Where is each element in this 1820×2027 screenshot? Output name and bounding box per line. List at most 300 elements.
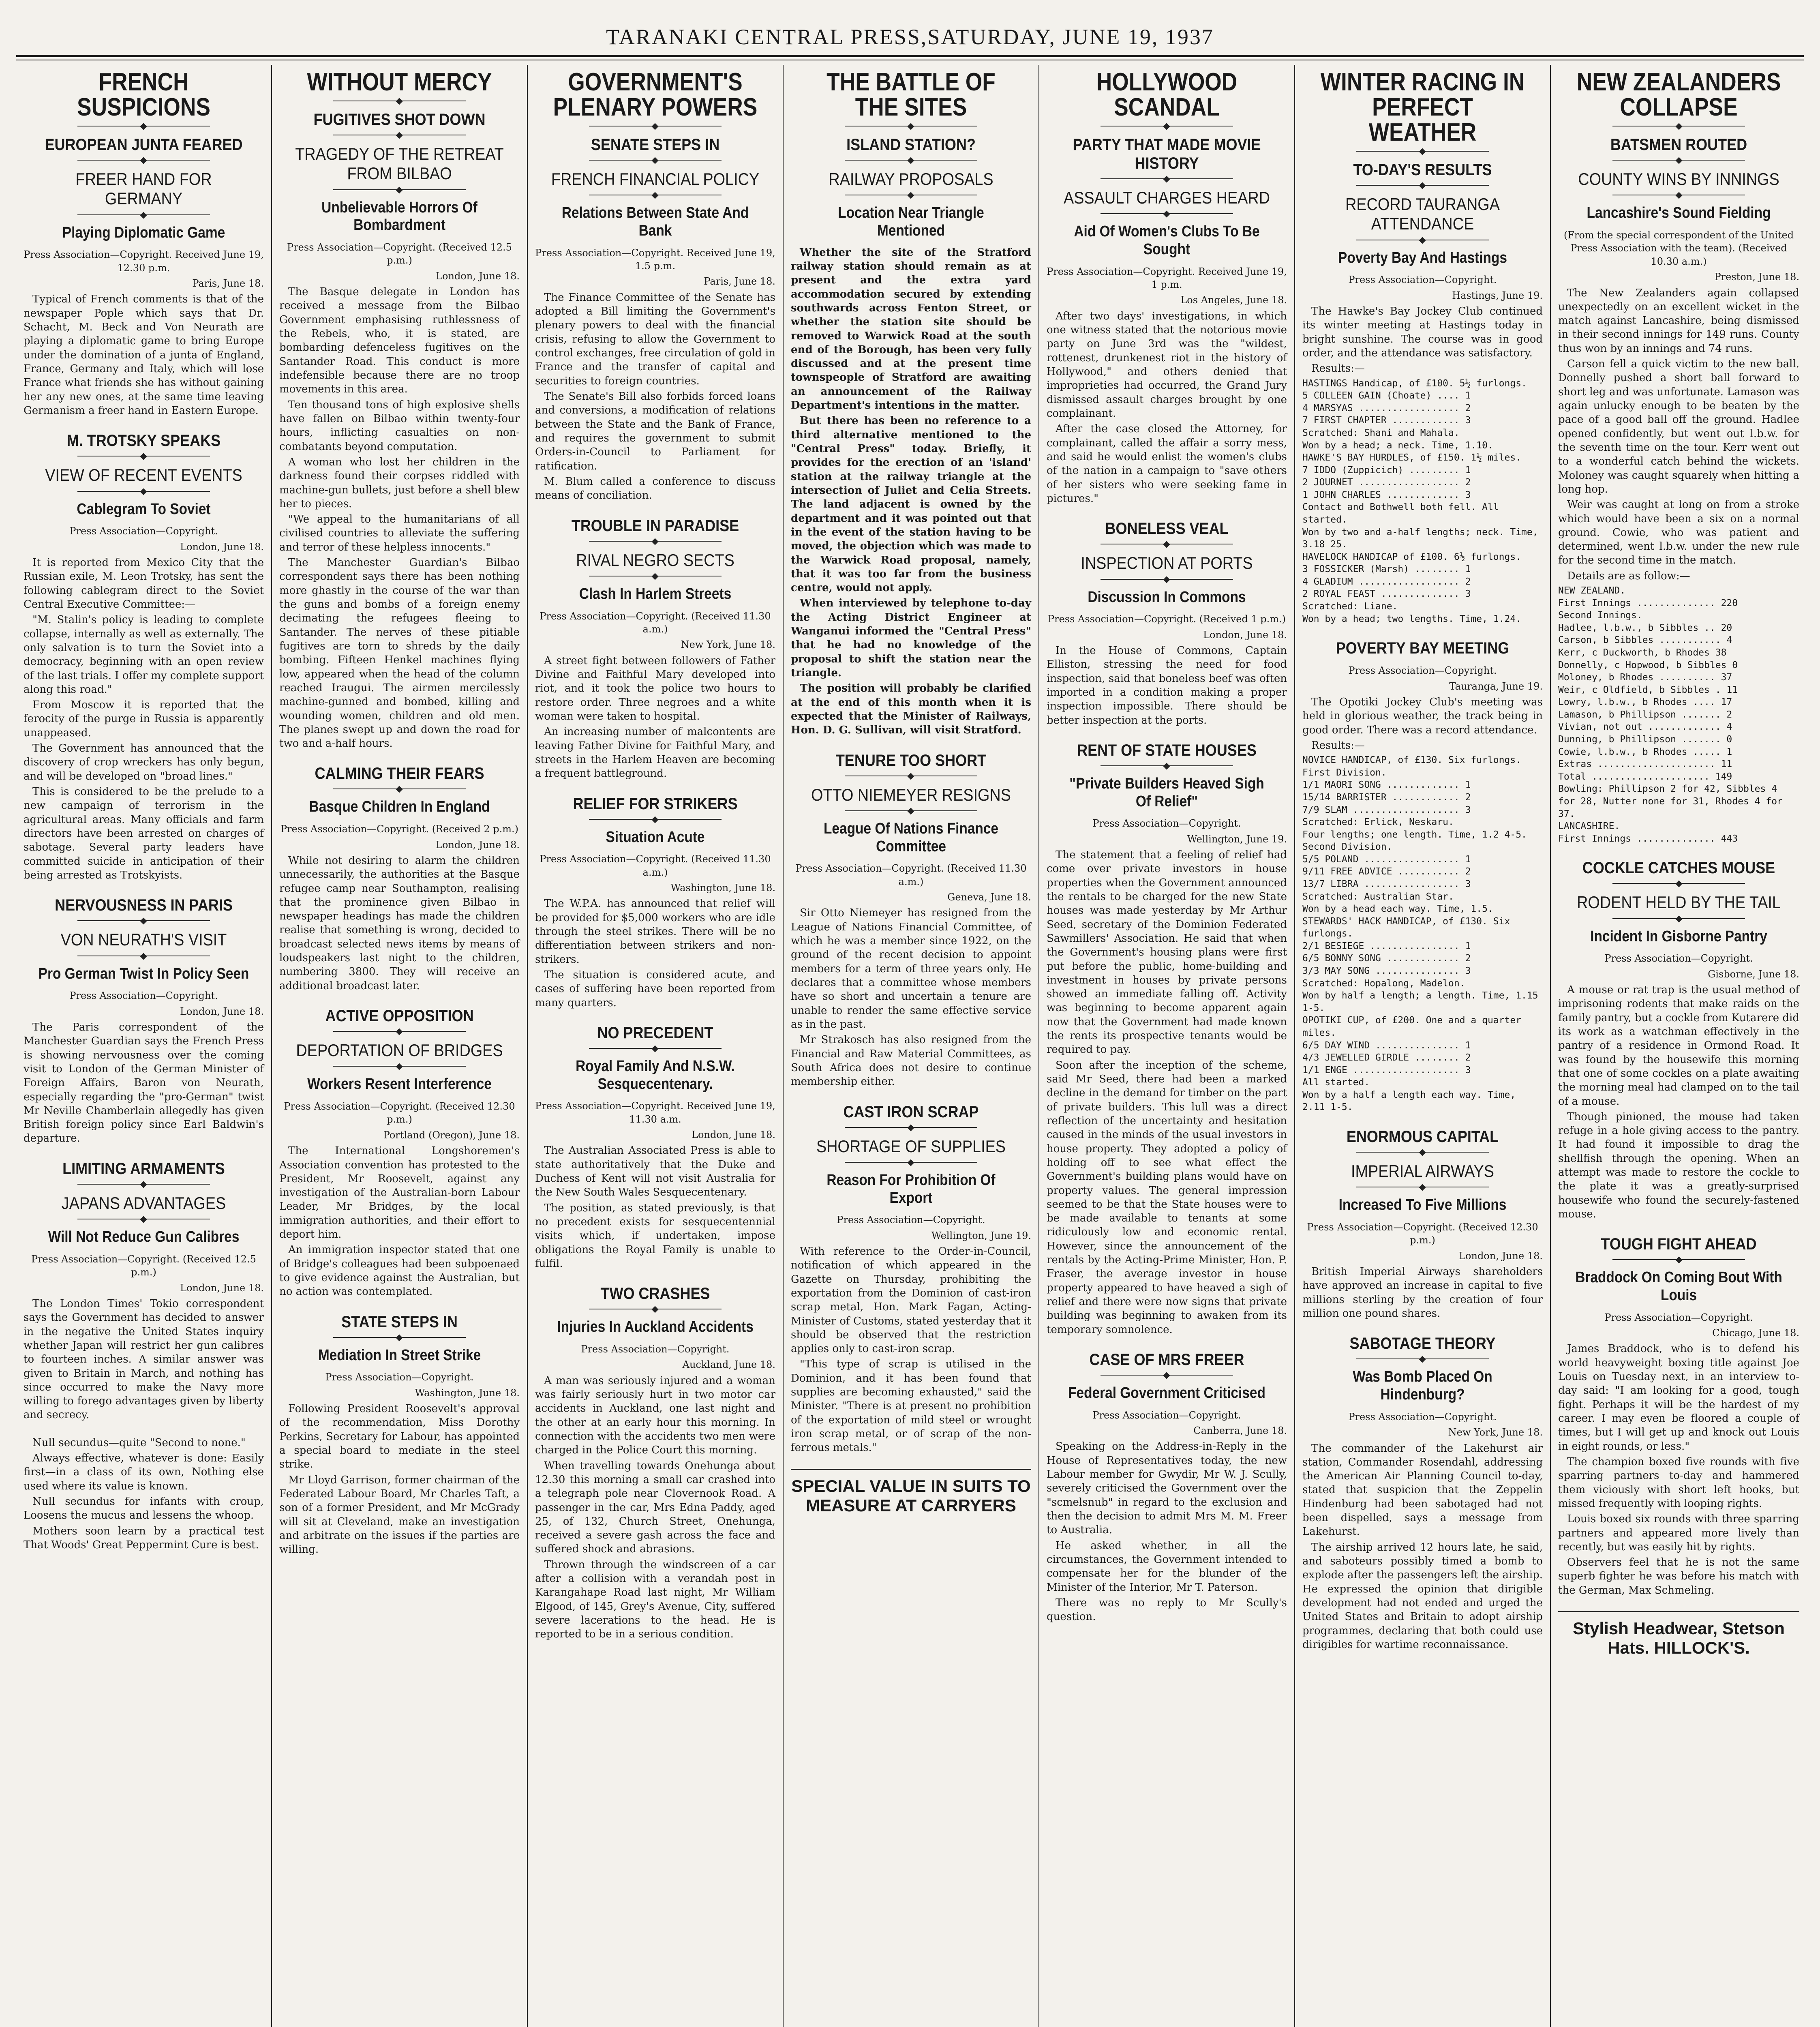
news-story: [1558, 1235, 1799, 1597]
press-credit: Press Association—Copyright. Received June 19, 12.30 p.m.: [24, 249, 264, 274]
press-credit: Press Association—Copyright. (Received 12.5 p.m.): [31, 1253, 256, 1278]
story-deck: RELIEF FOR STRIKERS: [573, 795, 738, 813]
story-deck: Reason For Prohibition Of Export: [826, 1171, 996, 1206]
result-line: 7/9 SLAM ................... 3: [1302, 804, 1471, 815]
result-line: Vivian, not out ............. 4: [1558, 722, 1732, 733]
result-line: Four lengths; one length. Time, 1.2 4-5.: [1302, 829, 1527, 840]
paragraph: A woman who lost her children in the darkness found their corpses riddled with machine-gun bullets, just before a shell blew her to pieces.: [279, 456, 520, 510]
divider-rule: [333, 189, 465, 190]
story-deck: Situation Acute: [606, 828, 705, 846]
paragraph: Thrown through the windscreen of a car after a collision with a verandah post in Karangahape Road last night, Mr William Elgood, of 145, Grey's Avenue, City, suffered severe lacerations to the head. He is reported to be in a serious condition.: [535, 1558, 775, 1641]
paragraph: The champion boxed five rounds with five sparring partners to-day and hammered them viciously with short left hooks, but missed frequently with looping rights.: [1558, 1455, 1799, 1510]
story-deck: PARTY THAT MADE MOVIE HISTORY: [1073, 136, 1261, 172]
dateline: Washington, June 18.: [415, 1387, 520, 1399]
press-credit: Press Association—Copyright. (Received 12.5 p.m.): [287, 241, 512, 266]
result-line: 4/3 JEWELLED GIRDLE ........ 2: [1302, 1052, 1471, 1063]
story-body: [279, 1144, 520, 1298]
story-deck: RENT OF STATE HOUSES: [1077, 741, 1257, 759]
news-story: [791, 751, 1031, 1089]
result-line: 2/1 BESIEGE ................ 1: [1302, 941, 1471, 951]
result-line: Moloney, b Rhodes .......... 37: [1558, 672, 1732, 683]
story-deck: TENURE TOO SHORT: [835, 751, 987, 769]
story-deck: Unbelievable Horrors Of Bombardment: [321, 199, 477, 234]
story-body: [279, 854, 520, 993]
press-credit: Press Association—Copyright.: [1348, 274, 1497, 286]
story-body: [535, 1144, 775, 1271]
story-deck: LIMITING ARMAMENTS: [62, 1159, 225, 1178]
dateline: New York, June 18.: [1448, 1427, 1543, 1438]
story-headline: WITHOUT MERCY: [307, 68, 492, 96]
story-body: [1047, 848, 1287, 1337]
story-body: [1047, 1440, 1287, 1624]
result-line: All started.: [1302, 1077, 1370, 1088]
news-story: [279, 70, 520, 750]
story-deck: TOUGH FIGHT AHEAD: [1601, 1235, 1757, 1253]
news-story: [535, 1284, 775, 1641]
paragraph: The situation is considered acute, and cases of suffering have been reported from many quarters.: [535, 969, 775, 1009]
result-line: Scratched: Shani and Mahala.: [1302, 427, 1460, 438]
story-body: [791, 246, 1031, 737]
result-line: LANCASHIRE.: [1558, 821, 1620, 832]
story-deck: RAILWAY PROPOSALS: [829, 169, 994, 189]
story-body: [24, 1020, 264, 1146]
story-body: [791, 906, 1031, 1088]
story-body: [1302, 1442, 1543, 1652]
paragraph: James Braddock, who is to defend his world heavyweight boxing title against Joe Louis on Tuesday next, in an interview to-day said: "I am looking for a good, tough fight. Perhaps it will be the hardest of my career. I may even be floored a couple of times, but I will get up and knock out Louis in eight rounds, or less.": [1558, 1343, 1799, 1453]
result-line: 7 IDDO (Zuppicich) ......... 1: [1302, 465, 1471, 476]
paragraph: He asked whether, in all the circumstances, the Government intended to compensate her for the blunder of the Minister of the Interior, Mr T. Paterson.: [1047, 1539, 1287, 1594]
paragraph: It is reported from Mexico City that the Russian exile, M. Leon Trotsky, has sent the following cablegram direct to the Soviet Central Executive Committee:—: [24, 557, 264, 611]
result-line: 9/11 FREE ADVICE ........... 2: [1302, 866, 1471, 877]
dateline: London, June 18.: [180, 1282, 264, 1294]
result-line: 4 MARSYAS .................. 2: [1302, 403, 1471, 414]
story-deck: M. TROTSKY SPEAKS: [66, 432, 221, 450]
dateline: Portland (Oregon), June 18.: [383, 1129, 520, 1141]
paragraph: "M. Stalin's policy is leading to complete collapse, internally as well as externally. The only salvation is to turn the Soviet into a democracy, beginning with an open review of the last trials. I offer my complete support along this road.": [24, 614, 264, 696]
result-line: Dunning, b Phillipson ....... 0: [1558, 734, 1732, 745]
dateline: Chicago, June 18.: [1712, 1327, 1799, 1339]
paragraph: Typical of French comments is that of the newspaper Pople which says that Dr. Schacht, M. Beck and Von Neurath are playing a diplomatic game to bring Europe under the domination of a junta of England, France, Germany and Italy, which will lose France what friends she has without gaining her any new ones, at the same time leaving Germanism a freer hand in Eastern Europe.: [24, 293, 264, 417]
story-deck: "Private Builders Heaved Sigh Of Relief": [1069, 775, 1264, 810]
paragraph: Null secundus—quite "Second to none.": [32, 1436, 246, 1449]
paragraph: Mr Strakosch has also resigned from the Financial and Raw Material Committees, as South Africa does not desire to continue membership either.: [791, 1034, 1031, 1088]
result-line: 1/1 ENGE ................... 3: [1302, 1065, 1471, 1076]
result-line: NEW ZEALAND.: [1558, 585, 1626, 596]
press-credit: Press Association—Copyright.: [69, 990, 218, 1002]
result-line: Won by a half a length each way. Time, 2.11 1-5.: [1302, 1089, 1516, 1113]
story-body: [24, 556, 264, 882]
press-credit: (From the special correspondent of the United Press Association with the team). (Received 10.30 a.m.): [1563, 229, 1794, 267]
press-credit: Press Association—Copyright.: [581, 1343, 730, 1355]
story-deck: VON NEURATH'S VISIT: [60, 930, 227, 949]
story-deck: Workers Resent Interference: [307, 1076, 492, 1093]
story-headline: FRENCH SUSPICIONS: [77, 68, 210, 121]
paragraph: A man was seriously injured and a woman was fairly seriously hurt in two motor car accidents in Auckland, one last night and the other at an early hour this morning. In connection with the accidents two men were charged in the Police Court this morning.: [535, 1374, 775, 1457]
result-line: 1 JOHN CHARLES ............. 3: [1302, 489, 1471, 500]
story-body: [1047, 644, 1287, 727]
paragraph: Observers feel that he is not the same superb fighter he was before his match with the German, Max Schmeling.: [1558, 1556, 1799, 1596]
divider-rule: [77, 1184, 210, 1185]
divider-rule: [333, 1031, 465, 1032]
result-line: Lamason, b Phillipson ....... 2: [1558, 709, 1732, 720]
story-body: [1558, 1342, 1799, 1597]
story-body: [1047, 309, 1287, 506]
paragraph: Though pinioned, the mouse had taken refuge in a hole giving access to the pantry. It had found it impossible to drag the shellfish through the opening. When an attempt was made to restore the cockle to the plate it was a greatly-surprised housewife who found the securely-fastened mouse.: [1558, 1110, 1799, 1221]
result-line: Extras ..................... 11: [1558, 759, 1732, 770]
result-line: 4 GLADIUM .................. 2: [1302, 576, 1471, 587]
paragraph: The W.P.A. has announced that relief will be provided for $5,000 workers who are idle through the steel strikes. There will be no differentiation between strikers and non-strikers.: [535, 898, 775, 966]
dateline: Tauranga, June 19.: [1449, 680, 1543, 692]
story-deck: Was Bomb Placed On Hindenburg?: [1353, 1368, 1492, 1403]
story-deck: RODENT HELD BY THE TAIL: [1577, 893, 1781, 912]
story-body: [1302, 695, 1543, 752]
news-column: [1295, 65, 1551, 2027]
divider-rule: [1612, 918, 1745, 919]
press-credit: Press Association—Copyright.: [1348, 665, 1497, 677]
story-deck: TROUBLE IN PARADISE: [571, 516, 739, 535]
paragraph: Results:—: [1311, 362, 1365, 375]
result-line: 6/5 DAY WIND ............... 1: [1302, 1040, 1471, 1051]
press-credit: Press Association—Copyright.: [1348, 1411, 1497, 1423]
story-deck: TWO CRASHES: [600, 1285, 710, 1303]
press-credit: Press Association—Copyright. (Received 12.30 p.m.): [1307, 1221, 1538, 1246]
paragraph: The commander of the Lakehurst air station, Commander Rosendahl, addressing the American Air Planning Council to-day, stated that suspicion that the Zeppelin Hindenburg had been sabotaged had not been dispelled, says a message from Lakehurst.: [1302, 1442, 1543, 1538]
story-deck: League Of Nations Finance Committee: [823, 820, 999, 855]
story-deck: EUROPEAN JUNTA FEARED: [45, 136, 243, 154]
dateline: London, June 18.: [436, 270, 520, 282]
paragraph: A mouse or rat trap is the usual method of imprisoning rodents that make raids on the family pantry, but a cockle from Kutarere did its work as a watchman effectively in the pantry of a residence in Ormond Road. It was found by the housewife this morning that one of some cockles on a plate awaiting the morning meal had clamped on to the tail of a mouse.: [1558, 984, 1799, 1108]
paragraph: Whether the site of the Stratford railway station should remain as at present and the extra yard accommodation secured by extending southwards across Fenton Street, or whether the station site should be removed to Warwick Road at the south end of the Borough, has been very fully discussed and at the present time townspeople of Stratford are awaiting an announcement of the Railway Department's intentions in the matter.: [791, 246, 1031, 412]
divider-rule: [589, 819, 721, 820]
paragraph: The Government has announced that the discovery of crop wreckers has only begun, and will be developed on "broad lines.": [24, 742, 264, 782]
dateline: Paris, June 18.: [704, 276, 775, 287]
result-line: HAVELOCK HANDICAP of £100. 6½ furlongs.: [1302, 551, 1522, 562]
paragraph: The Paris correspondent of the Manchester Guardian says the French Press is showing nervousness over the coming visit to London of the German Minister of Foreign Affairs, Baron von Neurath, especially regarding the "pro-German" twist Mr Neville Chamberlain allegedly has given British foreign policy since Earl Baldwin's departure.: [24, 1021, 264, 1145]
paragraph: The airship arrived 12 hours late, he said, and saboteurs possibly timed a bomb to explode after the passengers left the airship. He expressed the opinion that dirigible development had not ended and urged the United States and Britain to adopt airship programmes, declaring that both could use dirigibles for wartime reconnaissance.: [1302, 1541, 1543, 1651]
story-body: [535, 654, 775, 781]
divider-rule: [1612, 883, 1745, 884]
results-table: [1302, 754, 1543, 1114]
result-line: 15/14 BARRISTER ............ 2: [1302, 792, 1471, 803]
dateline: Wellington, June 19.: [931, 1230, 1031, 1241]
paragraph: With reference to the Order-in-Council, notification of which appeared in the Gazette on Thursday, prohibiting the exportation from the Dominion of cast-iron scrap metal, Hon. Mark Fagan, Acting-Minister of Customs, stated yesterday that it should be observed that the restriction applies only to cast-iron scrap.: [791, 1245, 1031, 1355]
newspaper-columns: [16, 65, 1808, 2027]
divider-rule: [1356, 1358, 1488, 1359]
story-deck: SABOTAGE THEORY: [1349, 1335, 1496, 1353]
divider-rule: [589, 1048, 721, 1049]
divider-rule: [77, 920, 210, 921]
dateline: Hastings, June 19.: [1452, 289, 1543, 301]
result-line: Cowie, l.b.w., b Rhodes ..... 1: [1558, 746, 1732, 757]
result-line: First Innings .............. 443: [1558, 833, 1738, 844]
divider-rule: [1101, 213, 1233, 214]
story-deck: RIVAL NEGRO SECTS: [576, 550, 734, 570]
news-story: [1302, 70, 1543, 625]
dateline: Auckland, June 18.: [682, 1359, 775, 1371]
result-line: Hadlee, l.b.w., b Sibbles .. 20: [1558, 622, 1732, 633]
paragraph: The Senate's Bill also forbids forced loans and conversions, a modification of relations between the State and the Bank of France, and requires the government to submit Orders-in-Council to Parliament for ratification.: [535, 390, 775, 472]
paragraph: The Hawke's Bay Jockey Club continued its winter meeting at Hastings today in bright sunshine. The course was in good order, and the attendance was satisfactory.: [1302, 305, 1543, 359]
story-deck: TO-DAY'S RESULTS: [1353, 161, 1492, 179]
result-line: Scratched: Hopalong, Madelon.: [1302, 978, 1465, 989]
paragraph: Mr Lloyd Garrison, former chairman of the Federated Labour Board, Mr Charles Taft, a son of a former President, and Mr McGrady will sit at Cleveland, make an investigation and arbitrate on the issues if the parties are willing.: [279, 1474, 520, 1556]
paragraph: In the House of Commons, Captain Elliston, stressing the need for food inspection, said that boneless beef was often imported in a condition making a proper inspection impossible. There should be better inspection at the ports.: [1047, 644, 1287, 726]
dateline: Canberra, June 18.: [1193, 1425, 1287, 1437]
divider-rule: [1356, 1152, 1488, 1153]
press-credit: Press Association—Copyright. Received June 19, 1 p.m.: [1047, 266, 1287, 291]
result-line: 2 ROYAL FEAST .............. 3: [1302, 589, 1471, 600]
result-line: STEWARDS' HACK HANDICAP, of £130. Six furlongs.: [1302, 916, 1510, 939]
dateline: London, June 18.: [180, 1005, 264, 1017]
news-column: [16, 65, 272, 2027]
news-column: [784, 65, 1039, 2027]
story-deck: Increased To Five Millions: [1338, 1196, 1507, 1214]
paragraph: Always effective, whatever is done: Easily first—in a class of its own, Nothing else used where its value is known.: [24, 1452, 264, 1492]
story-deck: Playing Diplomatic Game: [62, 224, 225, 241]
paragraph: Mothers soon learn by a practical test That Woods' Great Peppermint Cure is best.: [24, 1525, 264, 1551]
paragraph: There was no reply to Mr Scully's question.: [1047, 1596, 1287, 1623]
news-story: [1558, 70, 1799, 845]
story-headline: HOLLYWOOD SCANDAL: [1096, 68, 1238, 121]
story-body: [535, 1374, 775, 1641]
dateline: Geneva, June 18.: [947, 891, 1031, 903]
result-line: Scratched: Erlick, Neskaru.: [1302, 817, 1454, 828]
dateline: London, June 18.: [1203, 629, 1287, 641]
result-line: Scratched: Liane.: [1302, 601, 1398, 612]
divider-rule: [845, 1162, 977, 1163]
story-deck: POVERTY BAY MEETING: [1336, 639, 1510, 658]
paragraph: "This type of scrap is utilised in the Dominion, and it has been found that supplies are becoming exhausted," said the Minister. "There is at present no prohibition of the exportation of mild steel or wrought iron scrap metal, or of scrap of the non-ferrous metals.": [791, 1358, 1031, 1454]
paragraph: M. Blum called a conference to discuss means of conciliation.: [535, 475, 775, 502]
story-deck: Royal Family And N.S.W. Sesquecentenary.: [576, 1057, 735, 1093]
result-line: Total ..................... 149: [1558, 771, 1732, 782]
story-body: [1558, 983, 1799, 1221]
paragraph: Sir Otto Niemeyer has resigned from the League of Nations Financial Committee, of which he was a member since 1922, on the ground of the recent decision to appoint members for a term of three years only. He declares that a committee whose members have so short and uncertain a tenure are unable to render the same effective service as in the past.: [791, 907, 1031, 1031]
press-credit: Press Association—Copyright. (Received 11.30 a.m.): [540, 853, 771, 878]
news-story: [24, 431, 264, 882]
dateline: Paris, June 18.: [192, 278, 264, 289]
paragraph: "We appeal to the humanitarians of all civilised countries to alleviate the suffering and terror of these helpless innocents.": [279, 513, 520, 553]
dateline: Gisborne, June 18.: [1708, 968, 1799, 980]
press-credit: Press Association—Copyright.: [1092, 818, 1241, 829]
paragraph: The position, as stated previously, is that no precedent exists for sesquecentennial visits which, if undertaken, impose obligations the Royal Family is unable to fulfil.: [535, 1202, 775, 1270]
news-story: [24, 70, 264, 418]
paragraph: From Moscow it is reported that the ferocity of the purge in Russia is apparently unappeased.: [24, 699, 264, 739]
dateline: Washington, June 18.: [670, 882, 775, 894]
result-line: Donnelly, c Hopwood, b Sibbles 0: [1558, 660, 1738, 671]
story-body: [535, 897, 775, 1010]
dateline: New York, June 18.: [681, 639, 775, 651]
result-line: NOVICE HANDICAP, of £130. Six furlongs. First Division.: [1302, 755, 1522, 778]
dateline: London, June 18.: [436, 839, 520, 851]
divider-rule: [1612, 1259, 1745, 1260]
story-deck: COCKLE CATCHES MOUSE: [1582, 859, 1775, 877]
story-headline: GOVERNMENT'S PLENARY POWERS: [553, 68, 758, 121]
news-story: [279, 1313, 520, 1557]
paragraph: The International Longshoremen's Association convention has protested to the President, Mr Roosevelt, against any investigation of the Australian-born Labour Leader, Mr Bridges, by the local immigration authorities, and their effort to deport him.: [279, 1145, 520, 1241]
story-deck: RECORD TAURANGA ATTENDANCE: [1345, 195, 1500, 234]
press-credit: Press Association—Copyright. (Received 1 p.m.): [1047, 613, 1286, 625]
divider-rule: [1356, 185, 1488, 186]
news-story: [1302, 1127, 1543, 1320]
news-story: [279, 764, 520, 993]
paragraph: While not desiring to alarm the children unnecessarily, the authorities at the Basque refugee camp near Southampton, realising that the prominence given Bilbao in newspaper headings has made the children realise that something is wrong, decided to broadcast selected news items by means of loudspeakers last night to the children, numbering 3800. They will receive an additional broadcast later.: [279, 854, 520, 992]
divider-rule: [77, 214, 210, 215]
paragraph: An immigration inspector stated that one of Bridge's colleagues had been subpoenaed to give evidence against the Australian, but no action was contemplated.: [279, 1244, 520, 1298]
story-deck: Mediation In Street Strike: [318, 1346, 481, 1364]
press-credit: Press Association—Copyright. (Received 2 p.m.): [280, 823, 519, 835]
result-line: 13/7 LIBRA ................. 3: [1302, 879, 1471, 889]
paragraph: British Imperial Airways shareholders have approved an increase in capital to five millions sterling by the creation of four million one pound shares.: [1302, 1266, 1543, 1320]
press-credit: Press Association—Copyright.: [1604, 953, 1753, 964]
press-credit: Press Association—Copyright.: [325, 1371, 474, 1383]
result-line: 2 JOURNET .................. 2: [1302, 477, 1471, 488]
story-deck: Pro German Twist In Policy Seen: [38, 965, 249, 982]
result-line: Second Innings.: [1558, 610, 1642, 621]
dateline: London, June 18.: [692, 1129, 775, 1141]
news-story: [1047, 70, 1287, 506]
news-story: [1047, 519, 1287, 727]
press-credit: Press Association—Copyright.: [69, 525, 218, 537]
story-deck: Poverty Bay And Hastings: [1338, 249, 1507, 266]
paragraph: An increasing number of malcontents are leaving Father Divine for Faithful Mary, and streets in the Harlem Heaven are becoming a frequent battleground.: [535, 726, 775, 780]
result-line: Lowry, l.b.w., b Rhodes .... 17: [1558, 697, 1732, 708]
paragraph: The Manchester Guardian's Bilbao correspondent says there has been nothing more ghastly in the course of the war than the guns and bombs of a foreign enemy decimating the refugees fleeing to Santander. The nerves of these pitiable fugitives are torn to shreds by the daily bombing. Fifteen Henkel machines flying low, appeared when the head of the column reached Iraugui. The airmen mercilessly machine-gunned and bombed, killing and wounding women, children and old men. The planes swept up and down the road for two and a-half hours.: [279, 557, 520, 750]
news-story: [1047, 741, 1287, 1337]
paragraph: Weir was caught at long on from a stroke which would have been a six on a normal ground. Cowie, who was patient and determined, went l.b.w. under the new rule for the second time in the match.: [1558, 499, 1799, 567]
story-deck: VIEW OF RECENT EVENTS: [45, 465, 242, 485]
dateline: London, June 18.: [1459, 1250, 1543, 1262]
result-line: Contact and Bothwell both fell. All started.: [1302, 502, 1499, 525]
result-line: 6/5 BONNY SONG ............. 2: [1302, 953, 1471, 964]
divider-rule: [1101, 579, 1233, 580]
story-body: [279, 285, 520, 750]
news-column: [1039, 65, 1295, 2027]
result-line: Bowling: Phillipson 2 for 42, Sibbles 4 for 28, Nutter none for 31, Rhodes 4 for 37.: [1558, 784, 1783, 819]
result-line: Won by a head each way. Time, 1.5.: [1302, 904, 1493, 915]
divider-rule: [1101, 1375, 1233, 1376]
press-credit: Press Association—Copyright.: [1604, 1311, 1753, 1323]
result-line: OPOTIKI CUP, of £200. One and a quarter miles.: [1302, 1015, 1522, 1038]
paragraph: Speaking on the Address-in-Reply in the House of Representatives today, the new Labour member for Gwydir, Mr W. J. Scully, severely criticised the Government over the "scmelsnub" in regard to the exclusion and then the decision to admit Mrs M. M. Freer to Australia.: [1047, 1440, 1287, 1536]
result-line: HASTINGS Handicap, of £100. 5½ furlongs.: [1302, 378, 1527, 389]
divider-rule: [1356, 151, 1488, 152]
result-line: Won by two and a-half lengths; neck. Time, 3.18 25.: [1302, 527, 1538, 550]
results-table: [1558, 585, 1799, 845]
paragraph: But there has been no reference to a third alternative mentioned to the "Central Press" today. Briefly, it provides for the erection of an 'island' station at the railway triangle at the intersection of Juliet and Celia Streets. The land adjacent is owned by the department and it was pointed out that in the event of the station having to be moved, the objection which was made to the Warwick Road proposal, namely, that it was too far from the business centre, would not apply.: [791, 415, 1031, 594]
result-line: Kerr, c Duckworth, b Rhodes 38: [1558, 647, 1727, 658]
news-column: [272, 65, 528, 2027]
news-story: [535, 70, 775, 503]
story-deck: Relations Between State And Bank: [561, 204, 749, 239]
news-story: [1302, 639, 1543, 1114]
paragraph: The statement that a feeling of relief had come over private investors in house properties when the Government announced the rentals to be charged for the new State houses was made yesterday by Mr Arthur Seed, secretary of the Dominion Federated Sawmillers' Association. He said that when the Government's housing plans were first put before the public, home-building and investment in houses by private persons showed an immediate falling off. Activity was beginning to become apparent again now that the Government had made known the rents its prospective tenants would be required to pay.: [1047, 849, 1287, 1056]
paragraph: Following President Roosevelt's approval of the recommendation, Miss Dorothy Perkins, Secretary for Labour, has appointed a special board to mediate in the steel strike.: [279, 1403, 520, 1471]
result-line: Won by half a length; a length. Time, 1.15 1-5.: [1302, 990, 1538, 1014]
story-deck: INSPECTION AT PORTS: [1081, 553, 1253, 573]
story-deck: Aid Of Women's Clubs To Be Sought: [1074, 223, 1260, 258]
news-story: [791, 1103, 1031, 1455]
paragraph: Results:—: [1311, 739, 1365, 752]
story-deck: ACTIVE OPPOSITION: [325, 1007, 474, 1025]
paragraph: After two days' investigations, in which one witness stated that the notorious movie party on June 3rd was the "wildest, rottenest, drunkenest riot in the history of Hollywood," and others denied that improprieties had occurred, the Grand Jury dismissed assault charges brought by one complainant.: [1047, 310, 1287, 420]
story-deck: BATSMEN ROUTED: [1610, 136, 1747, 154]
story-deck: Basque Children In England: [309, 798, 490, 816]
result-line: HAWKE'S BAY HURDLES, of £150. 1½ miles.: [1302, 452, 1522, 463]
divider-rule: [1101, 765, 1233, 766]
story-deck: CASE OF MRS FREER: [1089, 1350, 1244, 1369]
dateline: Preston, June 18.: [1714, 271, 1799, 283]
result-line: 5/5 POLAND ................. 1: [1302, 854, 1471, 865]
paragraph: The Opotiki Jockey Club's meeting was held in glorious weather, the track being in good order. There was a record attendance.: [1302, 696, 1543, 736]
story-body: [1302, 304, 1543, 376]
result-line: Second Division.: [1302, 842, 1392, 853]
result-line: 3 FOSSICKER (Marsh) ........ 1: [1302, 564, 1471, 575]
press-credit: Press Association—Copyright. (Received 11.30 a.m.): [540, 610, 771, 635]
news-story: [535, 1024, 775, 1271]
story-deck: JAPANS ADVANTAGES: [61, 1193, 226, 1213]
result-line: 1/1 MAORI SONG ............. 1: [1302, 780, 1471, 791]
news-story: [24, 1159, 264, 1422]
paragraph: This is considered to be the prelude to a new campaign of terrorism in the agricultural areas. Many officials and farm directors have been arrested on charges of sabotage. Several party leaders have committed suicide in anticipation of their being arrested as Trotskyists.: [24, 786, 264, 881]
divider-rule: [77, 160, 210, 161]
story-deck: ASSAULT CHARGES HEARD: [1063, 188, 1270, 207]
news-story: [535, 516, 775, 781]
divider-rule: [333, 1066, 465, 1067]
story-body: [1302, 1265, 1543, 1320]
story-deck: CALMING THEIR FEARS: [315, 765, 484, 783]
story-deck: STATE STEPS IN: [341, 1313, 458, 1331]
story-body: [24, 1297, 264, 1422]
paragraph: The Basque delegate in London has received a message from the Bilbao Government emphasising ruthlessness of the Rebels, who, it is stated, are bombarding defenceless fugitives on the Santander Road. This conduct is more indefensible because there are no troop movements in this area.: [279, 286, 520, 396]
story-deck: FREER HAND FOR GERMANY: [75, 169, 212, 208]
result-line: 5 COLLEEN GAIN (Choate) .... 1: [1302, 390, 1471, 401]
news-story: [1302, 1334, 1543, 1652]
news-column: [1551, 65, 1807, 2027]
news-column: [528, 65, 784, 2027]
result-line: Weir, c Oldfield, b Sibbles . 11: [1558, 684, 1738, 695]
paragraph: The New Zealanders again collapsed unexpectedly on an excellent wicket in the match against Lancashire, being dismissed in their second innings for 149 runs. County thus won by an innings and 74 runs.: [1558, 287, 1799, 355]
story-deck: Will Not Reduce Gun Calibres: [48, 1228, 240, 1246]
story-deck: ENORMOUS CAPITAL: [1346, 1127, 1499, 1146]
advertisement: SPECIAL VALUE IN SUITS TO MEASURE AT CARRYERS: [791, 1469, 1031, 1516]
news-story: [535, 795, 775, 1010]
result-line: 7 FIRST CHAPTER ............ 3: [1302, 415, 1471, 426]
story-deck: TRAGEDY OF THE RETREAT FROM BILBAO: [295, 144, 504, 183]
news-story: [24, 1436, 264, 1552]
paragraph: Carson fell a quick victim to the new ball. Donnelly pushed a short ball forward to short leg and was unfortunate. Lamason was again unlucky enough to be beaten by the pace of a good ball off the ground. Hadlee opened confidently, but went out l.b.w. for the seventh time on the tour. Kerr went out to a wonderful catch behind the wickets. Moloney was caught squarely when hitting a long hop.: [1558, 358, 1799, 495]
story-deck: SENATE STEPS IN: [591, 136, 720, 154]
dateline: Los Angeles, June 18.: [1180, 294, 1287, 306]
divider-rule: [77, 491, 210, 492]
story-headline: NEW ZEALANDERS COLLAPSE: [1576, 68, 1781, 121]
press-credit: Press Association—Copyright.: [1092, 1409, 1241, 1421]
story-deck: Incident In Gisborne Pantry: [1590, 928, 1767, 945]
story-deck: FUGITIVES SHOT DOWN: [313, 111, 486, 129]
news-story: [24, 896, 264, 1146]
paragraph: A street fight between followers of Father Divine and Faithful Mary developed into riot, and it took the police two hours to restore order. Three negroes and a white woman were taken to hospital.: [535, 654, 775, 722]
story-deck: CAST IRON SCRAP: [843, 1103, 979, 1121]
story-deck: Cablegram To Soviet: [77, 500, 211, 518]
divider-rule: [845, 1127, 977, 1128]
story-deck: Federal Government Criticised: [1068, 1384, 1265, 1401]
story-deck: Location Near Triangle Mentioned: [838, 204, 984, 239]
paragraph: Null secundus for infants with croup, Loosens the mucus and lessens the whoop.: [24, 1496, 264, 1522]
story-body: [279, 1402, 520, 1556]
story-headline: WINTER RACING IN PERFECT WEATHER: [1320, 68, 1525, 146]
story-deck: DEPORTATION OF BRIDGES: [296, 1041, 503, 1060]
story-deck: NERVOUSNESS IN PARIS: [55, 896, 233, 915]
